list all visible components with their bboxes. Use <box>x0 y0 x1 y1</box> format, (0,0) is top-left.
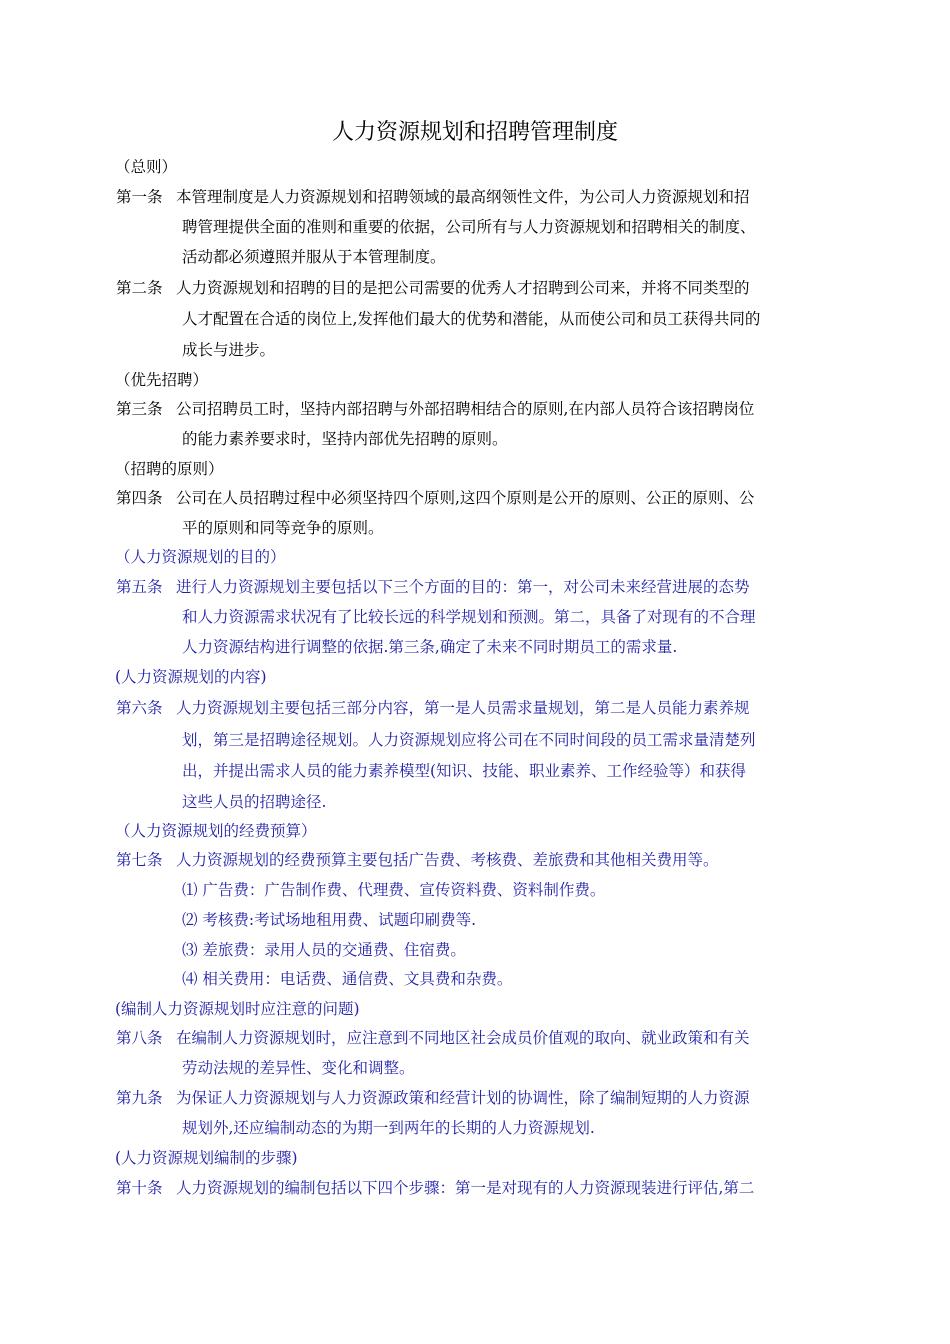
text-line <box>115 998 360 1020</box>
line-text: 进行人力资源规划主要包括以下三个方面的目的：第一，对公司未来经营进展的态势 <box>176 578 750 596</box>
article-label: 第十条 <box>116 1179 163 1197</box>
line-text: （总则） <box>115 158 178 176</box>
line-text: (人力资源规划编制的步骤) <box>115 1149 298 1167</box>
line-text: 的能力素养要求时，坚持内部优先招聘的原则。 <box>182 430 508 448</box>
line-text: (人力资源规划的内容) <box>115 668 267 686</box>
line-text: 人力资源结构进行调整的依据.第三条,确定了未来不同时期员工的需求量. <box>182 638 678 656</box>
line-text: 聘管理提供全面的准则和重要的依据，公司所有与人力资源规划和招聘相关的制度、 <box>182 218 756 236</box>
text-line <box>182 939 466 961</box>
line-text: 在编制人力资源规划时，应注意到不同地区社会成员价值观的取向、就业政策和有关 <box>176 1029 750 1047</box>
line-text: (编制人力资源规划时应注意的问题) <box>115 1000 360 1018</box>
line-text: 活动都必须遵照并服从于本管理制度。 <box>182 248 446 266</box>
article-line <box>116 1027 750 1049</box>
article-line <box>116 1177 754 1199</box>
line-text: （人力资源规划的经费预算） <box>115 822 317 840</box>
text-line <box>182 339 275 361</box>
line-text: 劳动法规的差异性、变化和调整。 <box>182 1059 415 1077</box>
line-text: 为保证人力资源规划与人力资源政策和经营计划的协调性，除了编制短期的人力资源 <box>176 1089 750 1107</box>
text-line <box>182 308 760 330</box>
text-line <box>182 1117 595 1139</box>
article-label: 第七条 <box>116 851 163 869</box>
text-line <box>115 369 208 391</box>
text-line <box>182 791 326 813</box>
line-text: （人力资源规划的目的） <box>115 548 286 566</box>
line-text: 划，第三是招聘途径规划。人力资源规划应将公司在不同时间段的员工需求量清楚列 <box>182 731 756 749</box>
line-text: 和人力资源需求状况有了比较长远的科学规划和预测。第二，具备了对现有的不合理 <box>182 608 756 626</box>
text-line <box>182 636 677 658</box>
article-label: 第三条 <box>116 400 163 418</box>
line-text: 平的原则和同等竞争的原则。 <box>182 519 384 537</box>
line-text: 本管理制度是人力资源规划和招聘领域的最高纲领性文件，为公司人力资源规划和招 <box>176 188 750 206</box>
line-text: ⑵ 考核费:考试场地租用费、试题印刷费等. <box>182 911 477 929</box>
line-text: 规划外,还应编制动态的为期一到两年的长期的人力资源规划. <box>182 1119 595 1137</box>
article-label: 第五条 <box>116 578 163 596</box>
article-label: 第四条 <box>116 489 163 507</box>
line-text: 人力资源规划和招聘的目的是把公司需要的优秀人才招聘到公司来，并将不同类型的 <box>176 279 750 297</box>
text-line <box>115 820 317 842</box>
line-text: 人才配置在合适的岗位上,发挥他们最大的优势和潜能，从而使公司和员工获得共同的 <box>182 310 761 328</box>
text-line <box>182 760 746 782</box>
article-line <box>116 277 750 299</box>
line-text: （招聘的原则） <box>115 460 224 478</box>
text-line <box>115 666 267 688</box>
article-line <box>116 186 750 208</box>
line-text: 人力资源规划的经费预算主要包括广告费、考核费、差旅费和其他相关费用等。 <box>176 851 719 869</box>
text-line <box>182 879 605 901</box>
text-line <box>182 246 446 268</box>
article-label: 第九条 <box>116 1089 163 1107</box>
text-line <box>115 156 177 178</box>
line-text: 公司招聘员工时，坚持内部招聘与外部招聘相结合的原则,在内部人员符合该招聘岗位 <box>176 400 755 418</box>
line-text: （优先招聘） <box>115 371 209 389</box>
article-label: 第二条 <box>116 279 163 297</box>
line-text: ⑴ 广告费：广告制作费、代理费、宣传资料费、资料制作费。 <box>182 881 606 899</box>
article-label: 第八条 <box>116 1029 163 1047</box>
article-line <box>116 1087 750 1109</box>
text-line <box>115 546 286 568</box>
article-line <box>116 576 750 598</box>
article-label: 第一条 <box>116 188 163 206</box>
text-line <box>182 216 756 238</box>
line-text: 公司在人员招聘过程中必须坚持四个原则,这四个原则是公开的原则、公正的原则、公 <box>176 489 755 507</box>
article-line <box>116 849 719 871</box>
text-line <box>182 1057 415 1079</box>
line-text: ⑶ 差旅费：录用人员的交通费、住宿费。 <box>182 941 466 959</box>
line-text: 成长与进步。 <box>182 341 276 359</box>
line-text: 人力资源规划主要包括三部分内容，第一是人员需求量规划，第二是人员能力素养规 <box>176 699 750 717</box>
article-label: 第六条 <box>116 699 163 717</box>
text-line <box>182 909 476 931</box>
article-line <box>116 487 754 509</box>
text-line <box>182 606 756 628</box>
line-text: ⑷ 相关费用：电话费、通信费、文具费和杂费。 <box>182 970 513 988</box>
text-line <box>115 1147 298 1169</box>
line-text: 这些人员的招聘途径. <box>182 793 327 811</box>
document-title: 人力资源规划和招聘管理制度 <box>331 120 618 145</box>
article-line <box>116 398 754 420</box>
text-line <box>182 517 384 539</box>
text-line <box>182 729 756 751</box>
line-text: 出，并提出需求人员的能力素养模型(知识、技能、职业素养、工作经验等）和获得 <box>182 762 747 780</box>
line-text: 人力资源规划的编制包括以下四个步骤：第一是对现有的人力资源现装进行评估,第二 <box>176 1179 755 1197</box>
text-line <box>182 428 508 450</box>
article-line <box>116 697 750 719</box>
text-line <box>182 968 512 990</box>
text-line <box>115 458 224 480</box>
